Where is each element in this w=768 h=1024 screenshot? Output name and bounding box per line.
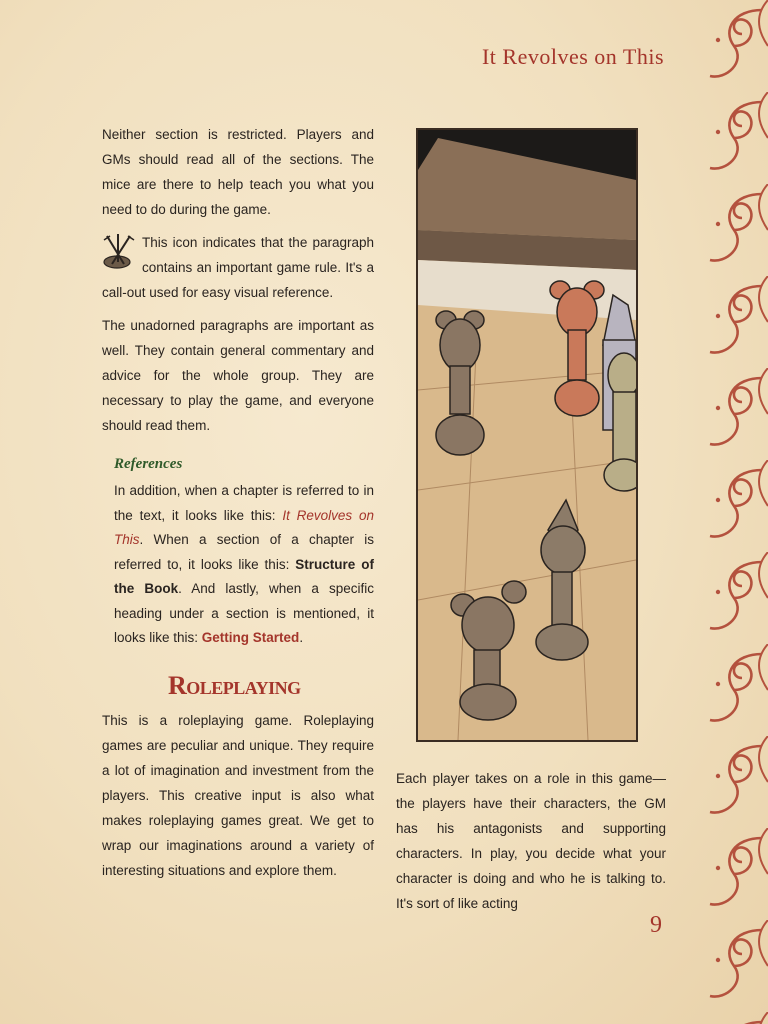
references-text-4: . bbox=[299, 630, 304, 645]
intro-paragraph-1: Neither section is restricted. Players and GMs should read all of the sections. The mice are there to help teach you what you need to do during the game. bbox=[102, 127, 374, 217]
rule-icon-text: This icon indicates that the paragraph contains an important game rule. It's a call-out used for easy visual reference. bbox=[102, 235, 374, 300]
chess-mice-illustration bbox=[416, 128, 638, 742]
heading-reference-example: Getting Started bbox=[201, 630, 300, 645]
rule-icon-paragraph bbox=[102, 230, 374, 305]
chapter-reference-example: It Revolves on This bbox=[114, 507, 374, 547]
section-reference-example: Structure of the Book bbox=[114, 556, 374, 596]
references-heading: References bbox=[114, 456, 183, 472]
roleplaying-paragraph-2: Each player takes on a role in this game—the players have their characters, the GM has his antagonists and supporting characters. In play, you decide what your character is doing and who he is talking to. It's sort of like acting bbox=[396, 771, 666, 911]
references-text-1: In addition, when a chapter is referred to in the text, it looks like this: bbox=[114, 483, 374, 523]
left-column bbox=[102, 122, 374, 891]
roleplaying-paragraph-1: This is a roleplaying game. Roleplaying games are peculiar and unique. They require a lot of imagination and investment from the players. This creative input is also what makes roleplaying games great. We get to wrap our imaginations around a variety of interesting situations and explore them. bbox=[102, 712, 374, 878]
references-box bbox=[114, 452, 374, 651]
page-number: 9 bbox=[650, 912, 662, 938]
rule-icon bbox=[102, 232, 136, 272]
references-text-3: . And lastly, when a specific heading under a section is mentioned, it looks like this: bbox=[114, 581, 374, 645]
references-text-2: . When a section of a chapter is referred to, it looks like this: bbox=[114, 532, 374, 572]
references-text bbox=[114, 479, 374, 651]
illustration-art bbox=[418, 130, 636, 740]
chapter-header: It Revolves on This bbox=[481, 44, 664, 69]
right-column bbox=[396, 766, 666, 916]
intro-paragraph-3: The unadorned paragraphs are important as well. They contain general commentary and advice for the whole group. They are necessary to play the game, and everyone should read them. bbox=[102, 318, 374, 433]
ornamental-border bbox=[704, 0, 768, 1024]
roleplaying-title: Roleplaying bbox=[168, 670, 301, 700]
